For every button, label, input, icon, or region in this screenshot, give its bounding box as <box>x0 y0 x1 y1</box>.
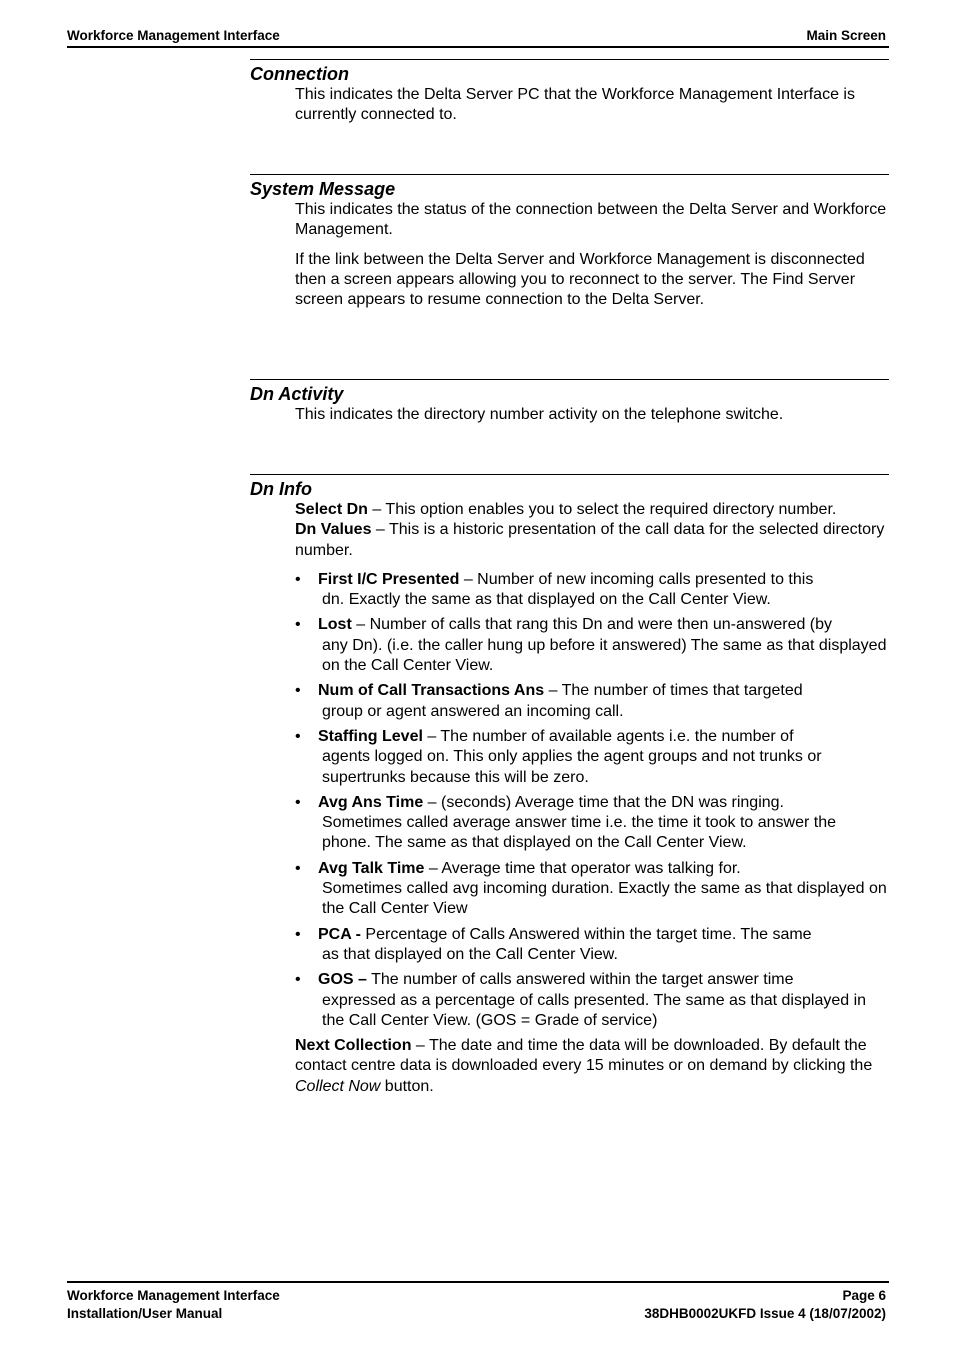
dn-values-list <box>295 570 889 1031</box>
header-section-title: Main Screen <box>806 28 886 43</box>
list-item-term: Staffing Level <box>318 727 423 745</box>
section-body <box>295 85 889 126</box>
section-title: System Message <box>250 179 396 199</box>
footer-page-number: Page 6 <box>842 1288 886 1303</box>
select-dn-paragraph <box>295 500 889 520</box>
list-item <box>295 570 889 611</box>
next-collection-text: – The date and time the data will be downloaded. By default the contact centre data is downloaded every 15 minutes or on demand by clicking the <box>295 1037 873 1075</box>
list-item <box>295 681 889 722</box>
list-item-term: Num of Call Transactions Ans <box>318 682 545 700</box>
list-item <box>295 970 889 1031</box>
list-item-text-continued: Sometimes called average answer time i.e. the time it took to answer the phone. The same as that displayed on the Call Center View. <box>322 814 837 852</box>
collect-now-reference: Collect Now <box>295 1077 381 1095</box>
list-item-text: – Number of calls that rang this Dn and were then un-answered (by <box>351 616 833 634</box>
section-rule <box>250 59 889 60</box>
list-item-text: Percentage of Calls Answered within the target time. The same <box>360 925 812 943</box>
list-item-term: First I/C Presented <box>318 570 460 588</box>
footer-rule <box>67 1281 889 1283</box>
bullet-icon: • <box>295 570 301 588</box>
dn-values-paragraph <box>295 520 889 561</box>
system-message-paragraph-2: If the link between the Delta Server and Workforce Management is disconnected then a screen appears allowing you to reconnect to the server. The Find Server screen appears to resume connection to the Delta Server. <box>295 250 865 309</box>
header-document-title: Workforce Management Interface <box>67 28 280 43</box>
list-item-text: – Average time that operator was talking for. <box>424 859 741 877</box>
list-item-text-continued: any Dn). (i.e. the caller hung up before it answered) The same as that displayed on the Call Center View. <box>322 636 887 675</box>
bullet-icon: • <box>295 925 301 943</box>
list-item-text: – (seconds) Average time that the DN was ringing. <box>423 793 784 811</box>
list-item-text: The number of calls answered within the target answer time <box>366 971 794 989</box>
list-item-term: Lost <box>318 616 352 634</box>
list-item-term: Avg Ans Time <box>318 793 424 811</box>
list-item-text-continued: group or agent answered an incoming call. <box>322 702 624 720</box>
footer-manual-title: Installation/User Manual <box>67 1306 223 1321</box>
list-item-text: – Number of new incoming calls presented to this <box>459 570 814 588</box>
bullet-icon: • <box>295 616 301 634</box>
section-connection <box>250 59 889 126</box>
footer-left <box>67 1287 280 1323</box>
dn-activity-text: This indicates the directory number activity on the telephone switche. <box>295 406 784 423</box>
section-system-message <box>250 174 889 310</box>
page-header <box>67 28 886 46</box>
system-message-paragraph-1: This indicates the status of the connection between the Delta Server and Workforce Management. <box>295 201 887 239</box>
list-item-text: – The number of available agents i.e. the number of <box>422 727 794 745</box>
next-collection-term: Next Collection <box>295 1037 412 1055</box>
bullet-icon: • <box>295 793 301 811</box>
list-item-text-continued: expressed as a percentage of calls presented. The same as that displayed in the Call Center View. (GOS = Grade of service) <box>322 991 867 1029</box>
next-collection-paragraph <box>295 1036 889 1097</box>
section-dn-info <box>250 474 889 1097</box>
list-item-term: PCA - <box>318 925 361 943</box>
section-body <box>295 405 889 425</box>
dn-values-term: Dn Values <box>295 521 372 539</box>
section-rule <box>250 174 889 175</box>
list-item-text: – The number of times that targeted <box>544 682 803 700</box>
list-item-text-continued: Sometimes called avg incoming duration. Exactly the same as that displayed on the Call Center View <box>322 880 887 918</box>
list-item <box>295 727 889 788</box>
section-title: Dn Activity <box>250 384 344 404</box>
list-item <box>295 615 889 676</box>
dn-values-text: – This is a historic presentation of the call data for the selected directory number. <box>295 521 885 559</box>
connection-text: This indicates the Delta Server PC that the Workforce Management Interface is currently connected to. <box>295 86 855 124</box>
bullet-icon: • <box>295 682 301 700</box>
select-dn-text: – This option enables you to select the required directory number. <box>367 501 837 518</box>
section-rule <box>250 379 889 380</box>
list-item-text-continued: dn. Exactly the same as that displayed on the Call Center View. <box>322 591 771 609</box>
list-item-text-continued: agents logged on. This only applies the agent groups and not trunks or supertrunks because this will be zero. <box>322 748 822 786</box>
section-body <box>295 200 889 310</box>
header-rule <box>67 46 889 48</box>
section-title: Connection <box>250 64 349 84</box>
next-collection-tail: button. <box>380 1077 434 1095</box>
footer-right <box>644 1287 886 1323</box>
section-dn-activity <box>250 379 889 425</box>
list-item-text-continued: as that displayed on the Call Center View. <box>322 945 618 963</box>
bullet-icon: • <box>295 971 301 989</box>
list-item <box>295 925 889 966</box>
section-body <box>295 500 889 1097</box>
bullet-icon: • <box>295 727 301 745</box>
select-dn-term: Select Dn <box>295 501 368 518</box>
bullet-icon: • <box>295 859 301 877</box>
list-item-term: GOS – <box>318 971 367 989</box>
section-title: Dn Info <box>250 479 312 499</box>
list-item-term: Avg Talk Time <box>318 859 425 877</box>
list-item <box>295 859 889 920</box>
footer-document-title: Workforce Management Interface <box>67 1288 280 1303</box>
footer-document-reference: 38DHB0002UKFD Issue 4 (18/07/2002) <box>644 1306 886 1321</box>
section-rule <box>250 474 889 475</box>
list-item <box>295 793 889 854</box>
